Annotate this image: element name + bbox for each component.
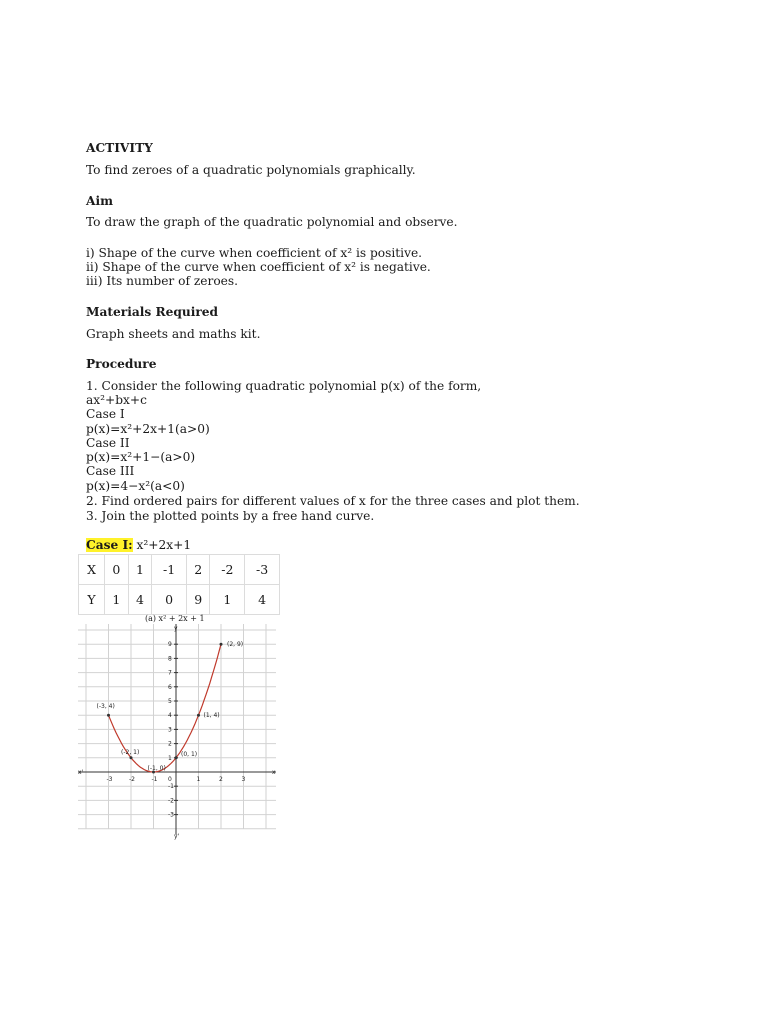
- procedure-line: 2. Find ordered pairs for different values of x for the three cases and plot them.: [86, 494, 580, 508]
- x-tick-label: 1: [196, 776, 201, 783]
- x-tick-label: 0: [168, 776, 172, 783]
- procedure-line: p(x)=x²+2x+1(a>0): [86, 422, 210, 436]
- procedure-line: 3. Join the plotted points by a free hand curve.: [86, 509, 375, 523]
- materials-heading: Materials Required: [86, 305, 219, 319]
- table-cell: 1: [128, 555, 152, 585]
- point-label: (-3, 4): [96, 703, 115, 711]
- data-point: [220, 643, 223, 646]
- y-tick-label: 3: [168, 726, 172, 734]
- activity-intro: To find zeroes of a quadratic polynomials graphically.: [86, 163, 416, 177]
- y-tick-label: 2: [168, 740, 172, 748]
- procedure-heading: Procedure: [86, 357, 157, 371]
- aim-text: To draw the graph of the quadratic polynomial and observe.: [86, 215, 458, 229]
- table-cell: 4: [245, 585, 280, 615]
- data-point: [130, 756, 133, 759]
- procedure-line: Case II: [86, 436, 130, 450]
- values-table: [78, 554, 280, 615]
- procedure-line: Case I: [86, 407, 125, 421]
- procedure-line: Case III: [86, 464, 135, 478]
- x-tick-label: 3: [241, 776, 246, 783]
- point-label: (2, 9): [227, 641, 244, 649]
- point-label: (-2, 1): [121, 748, 140, 756]
- activity-heading: ACTIVITY: [86, 141, 153, 155]
- table-cell: -1: [152, 555, 187, 585]
- procedure-line: p(x)=x²+1−(a>0): [86, 450, 196, 464]
- y-tick-label: -3: [168, 811, 174, 819]
- x-neg-axis-label: x': [78, 769, 84, 776]
- y-tick-label: 1: [168, 754, 172, 762]
- point-label: (0, 1): [181, 750, 198, 758]
- table-row: [79, 585, 280, 615]
- x-tick-label: 2: [219, 776, 223, 783]
- aim-heading: Aim: [86, 194, 113, 208]
- y-pos-axis-label: y: [174, 625, 178, 632]
- y-neg-axis-label: y': [174, 833, 180, 840]
- x-tick-label: -1: [151, 776, 158, 783]
- materials-text: Graph sheets and maths kit.: [86, 327, 261, 341]
- table-row: [79, 555, 280, 585]
- case1-expression: x²+2x+1: [132, 538, 192, 552]
- table-cell: 4: [128, 585, 152, 615]
- data-point: [175, 756, 178, 759]
- table-cell: X: [79, 555, 105, 585]
- table-cell: 9: [186, 585, 210, 615]
- case1-caption: [86, 538, 191, 552]
- parabola-graph: [78, 624, 286, 840]
- point-label: (-1, 0): [147, 765, 166, 772]
- y-tick-label: 8: [168, 655, 172, 663]
- x-tick-label: -2: [129, 776, 135, 783]
- table-cell: 1: [210, 585, 245, 615]
- y-tick-label: -1: [168, 783, 174, 791]
- aim-point: i) Shape of the curve when coefficient of x² is positive.: [86, 246, 423, 260]
- x-pos-axis-label: x: [272, 769, 276, 776]
- graph-title: (a) x² + 2x + 1: [145, 614, 205, 623]
- aim-point: iii) Its number of zeroes.: [86, 274, 238, 288]
- table-cell: -3: [245, 555, 280, 585]
- aim-point: ii) Shape of the curve when coefficient of x² is negative.: [86, 260, 431, 274]
- y-tick-label: 5: [168, 698, 172, 705]
- case1-label: Case I:: [86, 538, 133, 552]
- y-tick-label: 9: [168, 641, 172, 649]
- procedure-line: 1. Consider the following quadratic polynomial p(x) of the form,: [86, 379, 482, 393]
- table-cell: 2: [186, 555, 210, 585]
- y-tick-label: 7: [168, 669, 172, 677]
- point-label: (1, 4): [203, 712, 220, 720]
- table-cell: 0: [152, 585, 187, 615]
- procedure-line: p(x)=4−x²(a<0): [86, 479, 185, 493]
- data-point: [107, 714, 110, 717]
- table-cell: 1: [105, 585, 129, 615]
- table-cell: 0: [105, 555, 129, 585]
- table-cell: -2: [210, 555, 245, 585]
- table-cell: Y: [79, 585, 105, 615]
- graph-grid: [78, 624, 276, 829]
- y-tick-label: 4: [168, 712, 172, 720]
- x-tick-label: -3: [106, 776, 113, 783]
- y-tick-label: -2: [168, 797, 174, 805]
- y-tick-label: 6: [168, 683, 172, 691]
- procedure-line: ax²+bx+c: [86, 393, 147, 407]
- data-point: [197, 714, 200, 717]
- graph-axes: [78, 624, 276, 840]
